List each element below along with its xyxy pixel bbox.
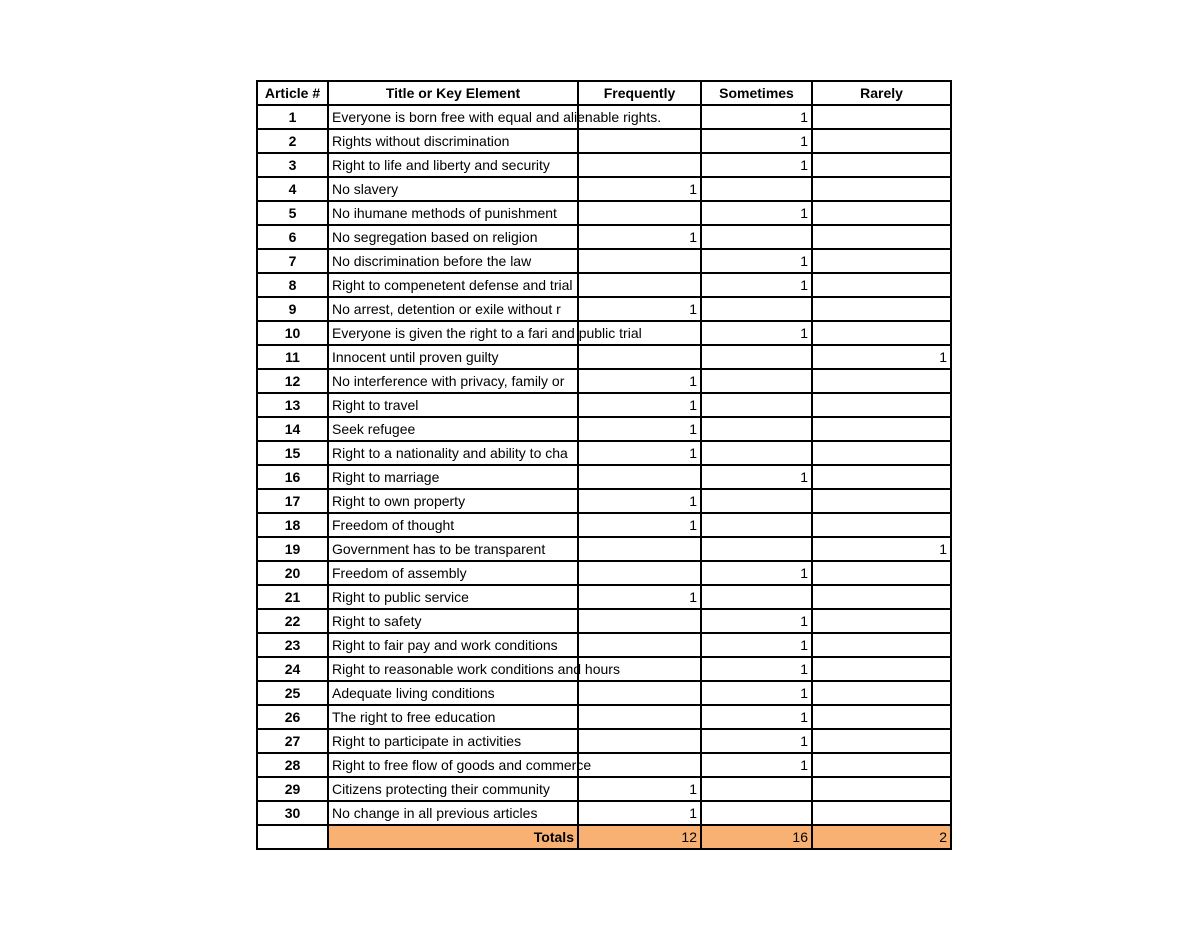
rarely-cell — [812, 177, 951, 201]
table-row — [257, 249, 951, 273]
article-number-cell: 8 — [257, 273, 328, 297]
sometimes-cell — [701, 297, 812, 321]
sometimes-cell: 1 — [701, 321, 812, 345]
title-cell — [328, 369, 578, 393]
article-number-cell: 21 — [257, 585, 328, 609]
title-cell — [328, 633, 578, 657]
article-number-cell: 14 — [257, 417, 328, 441]
header-rarely: Rarely — [812, 81, 951, 105]
rarely-cell: 1 — [812, 537, 951, 561]
title-cell — [328, 129, 578, 153]
frequently-cell — [578, 753, 701, 777]
frequently-cell: 1 — [578, 777, 701, 801]
sometimes-cell: 1 — [701, 153, 812, 177]
rarely-cell — [812, 513, 951, 537]
totals-row — [257, 825, 951, 849]
frequently-cell: 1 — [578, 297, 701, 321]
sometimes-cell: 1 — [701, 465, 812, 489]
sometimes-cell: 1 — [701, 753, 812, 777]
title-cell — [328, 705, 578, 729]
article-number-cell: 26 — [257, 705, 328, 729]
title-text: Right to reasonable work conditions and hours — [332, 661, 620, 677]
rarely-cell — [812, 441, 951, 465]
title-text: Freedom of thought — [332, 517, 455, 533]
title-cell — [328, 225, 578, 249]
article-number-cell: 3 — [257, 153, 328, 177]
frequently-cell: 1 — [578, 369, 701, 393]
totals-label: Totals — [328, 825, 578, 849]
title-cell — [328, 561, 578, 585]
title-cell — [328, 177, 578, 201]
article-number-cell: 11 — [257, 345, 328, 369]
article-number-cell: 9 — [257, 297, 328, 321]
article-number-cell: 24 — [257, 657, 328, 681]
sometimes-cell: 1 — [701, 273, 812, 297]
title-cell — [328, 681, 578, 705]
article-number-cell: 13 — [257, 393, 328, 417]
totals-rarely: 2 — [812, 825, 951, 849]
frequently-cell — [578, 609, 701, 633]
sometimes-cell — [701, 177, 812, 201]
table-row — [257, 273, 951, 297]
frequently-cell — [578, 129, 701, 153]
article-number-cell: 23 — [257, 633, 328, 657]
rarely-cell — [812, 273, 951, 297]
rarely-cell — [812, 801, 951, 825]
sometimes-cell: 1 — [701, 561, 812, 585]
rarely-cell — [812, 633, 951, 657]
sometimes-cell — [701, 513, 812, 537]
table-row — [257, 729, 951, 753]
frequently-cell — [578, 153, 701, 177]
table-row — [257, 513, 951, 537]
frequently-cell: 1 — [578, 225, 701, 249]
rarely-cell — [812, 321, 951, 345]
title-text: No slavery — [332, 181, 399, 197]
rarely-cell — [812, 729, 951, 753]
title-text: No arrest, detention or exile without r — [332, 301, 561, 317]
title-text: No interference with privacy, family or — [332, 373, 565, 389]
table-row — [257, 105, 951, 129]
header-sometimes: Sometimes — [701, 81, 812, 105]
table-row — [257, 657, 951, 681]
title-text: No change in all previous articles — [332, 805, 538, 821]
rarely-cell — [812, 153, 951, 177]
article-number-cell: 5 — [257, 201, 328, 225]
sometimes-cell — [701, 489, 812, 513]
article-number-cell: 12 — [257, 369, 328, 393]
title-cell — [328, 417, 578, 441]
frequently-cell: 1 — [578, 801, 701, 825]
frequently-cell — [578, 537, 701, 561]
sometimes-cell: 1 — [701, 657, 812, 681]
title-text: No ihumane methods of punishment — [332, 205, 557, 221]
rarely-cell — [812, 129, 951, 153]
article-number-cell: 22 — [257, 609, 328, 633]
title-text: Right to free flow of goods and commerce — [332, 757, 592, 773]
frequently-cell: 1 — [578, 585, 701, 609]
rarely-cell — [812, 705, 951, 729]
title-text: Adequate living conditions — [332, 685, 495, 701]
title-cell — [328, 153, 578, 177]
header-title: Title or Key Element — [328, 81, 578, 105]
table-row — [257, 753, 951, 777]
table-row — [257, 489, 951, 513]
title-cell — [328, 249, 578, 273]
frequently-cell — [578, 633, 701, 657]
table-row — [257, 417, 951, 441]
title-text: Right to own property — [332, 493, 466, 509]
table-row — [257, 561, 951, 585]
title-cell — [328, 753, 592, 777]
rarely-cell — [812, 201, 951, 225]
sometimes-cell — [701, 417, 812, 441]
rarely-cell — [812, 105, 951, 129]
table-row — [257, 129, 951, 153]
title-text: Right to fair pay and work conditions — [332, 637, 558, 653]
table-body — [257, 105, 951, 825]
sometimes-cell: 1 — [701, 633, 812, 657]
title-text: Citizens protecting their community — [332, 781, 550, 797]
sometimes-cell — [701, 393, 812, 417]
title-cell — [328, 273, 578, 297]
title-cell — [328, 465, 578, 489]
rarely-cell — [812, 369, 951, 393]
table-row — [257, 465, 951, 489]
article-number-cell: 19 — [257, 537, 328, 561]
table-row — [257, 225, 951, 249]
table-row — [257, 609, 951, 633]
sometimes-cell — [701, 225, 812, 249]
title-cell — [328, 657, 620, 681]
table-row — [257, 297, 951, 321]
title-text: Right to participate in activities — [332, 733, 522, 749]
title-cell — [328, 513, 578, 537]
sometimes-cell: 1 — [701, 729, 812, 753]
rarely-cell: 1 — [812, 345, 951, 369]
rarely-cell — [812, 393, 951, 417]
title-text: Innocent until proven guilty — [332, 349, 499, 365]
title-cell — [328, 801, 578, 825]
frequently-cell — [578, 273, 701, 297]
frequently-cell — [578, 729, 701, 753]
title-text: Right to life and liberty and security — [332, 157, 550, 173]
title-text: Right to travel — [332, 397, 419, 413]
title-cell — [328, 345, 578, 369]
frequently-cell — [578, 465, 701, 489]
table-row — [257, 369, 951, 393]
rarely-cell — [812, 609, 951, 633]
sometimes-cell: 1 — [701, 705, 812, 729]
rarely-cell — [812, 777, 951, 801]
title-cell — [328, 105, 662, 129]
table-row — [257, 177, 951, 201]
rarely-cell — [812, 225, 951, 249]
article-number-cell: 4 — [257, 177, 328, 201]
table-row — [257, 321, 951, 345]
rarely-cell — [812, 681, 951, 705]
sometimes-cell: 1 — [701, 609, 812, 633]
frequently-cell: 1 — [578, 441, 701, 465]
table-row — [257, 777, 951, 801]
rarely-cell — [812, 489, 951, 513]
article-number-cell: 25 — [257, 681, 328, 705]
title-text: Right to compenetent defense and trial — [332, 277, 573, 293]
frequently-cell: 1 — [578, 513, 701, 537]
table-row — [257, 585, 951, 609]
title-text: The right to free education — [332, 709, 496, 725]
title-cell — [328, 777, 578, 801]
table-row — [257, 633, 951, 657]
title-text: No segregation based on religion — [332, 229, 538, 245]
article-number-cell: 20 — [257, 561, 328, 585]
frequently-cell — [578, 561, 701, 585]
table-row — [257, 393, 951, 417]
frequently-cell — [578, 345, 701, 369]
title-cell — [328, 585, 578, 609]
title-text: Right to safety — [332, 613, 422, 629]
header-row — [257, 81, 951, 105]
frequently-cell: 1 — [578, 393, 701, 417]
rarely-cell — [812, 561, 951, 585]
header-article: Article # — [257, 81, 328, 105]
article-number-cell: 28 — [257, 753, 328, 777]
title-cell — [328, 297, 578, 321]
frequently-cell: 1 — [578, 417, 701, 441]
frequently-cell — [578, 705, 701, 729]
table-row — [257, 705, 951, 729]
sometimes-cell — [701, 777, 812, 801]
sometimes-cell: 1 — [701, 681, 812, 705]
article-number-cell: 1 — [257, 105, 328, 129]
sometimes-cell: 1 — [701, 105, 812, 129]
article-number-cell: 30 — [257, 801, 328, 825]
sometimes-cell: 1 — [701, 201, 812, 225]
frequently-cell — [578, 681, 701, 705]
frequently-cell: 1 — [578, 177, 701, 201]
totals-sometimes: 16 — [701, 825, 812, 849]
title-cell — [328, 537, 578, 561]
title-text: Right to a nationality and ability to cha — [332, 445, 568, 461]
title-text: No discrimination before the law — [332, 253, 532, 269]
title-cell — [328, 729, 578, 753]
table-row — [257, 441, 951, 465]
article-number-cell: 27 — [257, 729, 328, 753]
article-number-cell: 16 — [257, 465, 328, 489]
title-text: Everyone is born free with equal and alienable rights. — [332, 109, 662, 125]
rarely-cell — [812, 465, 951, 489]
frequently-cell — [578, 249, 701, 273]
rarely-cell — [812, 417, 951, 441]
title-text: Rights without discrimination — [332, 133, 510, 149]
title-cell — [328, 201, 578, 225]
title-text: Freedom of assembly — [332, 565, 467, 581]
sometimes-cell — [701, 537, 812, 561]
table-row — [257, 537, 951, 561]
sometimes-cell: 1 — [701, 129, 812, 153]
title-text: Government has to be transparent — [332, 541, 546, 557]
frequently-cell: 1 — [578, 489, 701, 513]
articles-table — [256, 80, 952, 850]
sometimes-cell: 1 — [701, 249, 812, 273]
title-text: Right to marriage — [332, 469, 440, 485]
rarely-cell — [812, 249, 951, 273]
rarely-cell — [812, 585, 951, 609]
article-number-cell: 2 — [257, 129, 328, 153]
rarely-cell — [812, 657, 951, 681]
table-row — [257, 345, 951, 369]
sometimes-cell — [701, 585, 812, 609]
table-row — [257, 201, 951, 225]
title-text: Seek refugee — [332, 421, 416, 437]
title-cell — [328, 489, 578, 513]
article-number-cell: 6 — [257, 225, 328, 249]
article-number-cell: 7 — [257, 249, 328, 273]
rarely-cell — [812, 753, 951, 777]
rarely-cell — [812, 297, 951, 321]
totals-blank-cell — [257, 825, 328, 849]
title-cell — [328, 609, 578, 633]
sometimes-cell — [701, 369, 812, 393]
totals-frequently: 12 — [578, 825, 701, 849]
article-number-cell: 10 — [257, 321, 328, 345]
article-number-cell: 18 — [257, 513, 328, 537]
title-cell — [328, 321, 642, 345]
header-frequently: Frequently — [578, 81, 701, 105]
title-cell — [328, 393, 578, 417]
sometimes-cell — [701, 801, 812, 825]
table-row — [257, 681, 951, 705]
article-number-cell: 29 — [257, 777, 328, 801]
sometimes-cell — [701, 345, 812, 369]
title-text: Right to public service — [332, 589, 469, 605]
table-row — [257, 153, 951, 177]
article-number-cell: 17 — [257, 489, 328, 513]
article-number-cell: 15 — [257, 441, 328, 465]
table-row — [257, 801, 951, 825]
title-cell — [328, 441, 578, 465]
frequently-cell — [578, 201, 701, 225]
title-text: Everyone is given the right to a fari and public trial — [332, 325, 642, 341]
sometimes-cell — [701, 441, 812, 465]
